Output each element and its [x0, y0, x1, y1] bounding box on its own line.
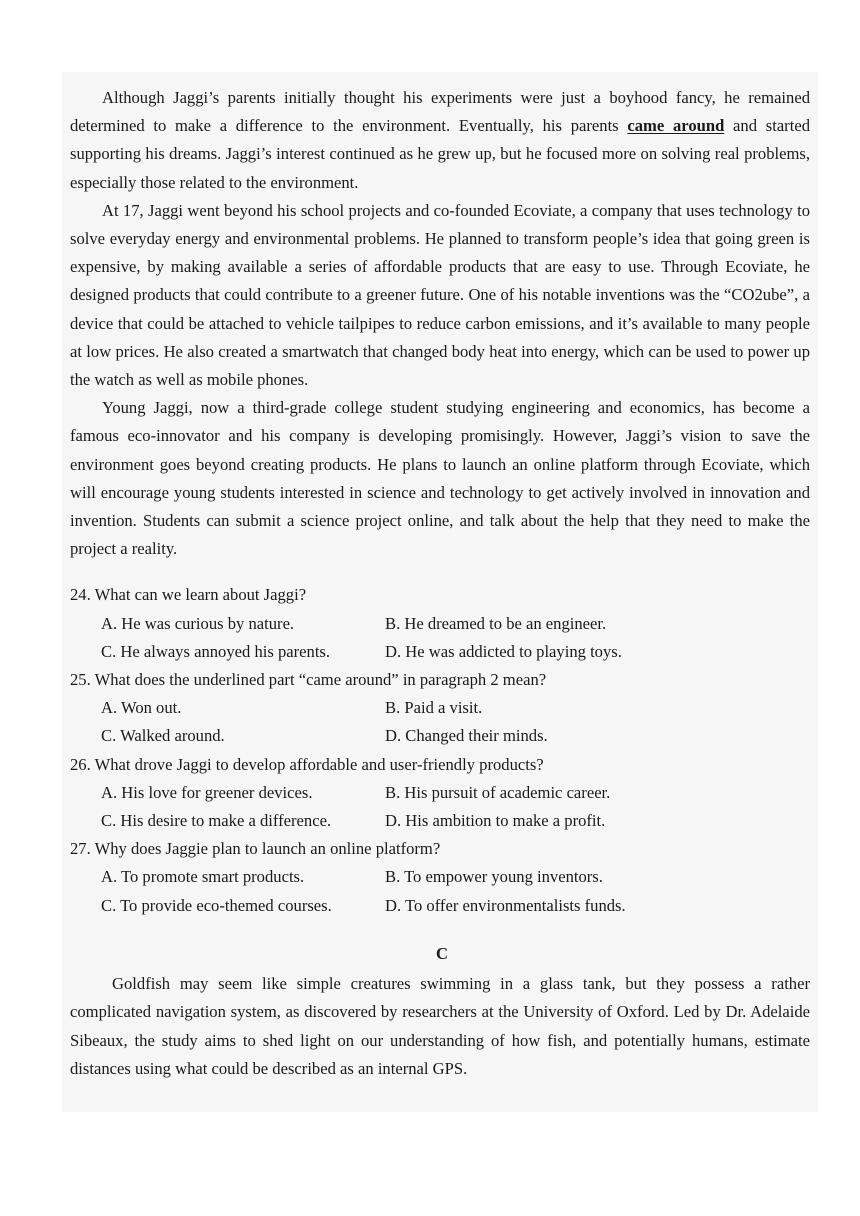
option-list [70, 863, 810, 919]
option-c: C. He always annoyed his parents. [101, 641, 331, 661]
option-b: B. To empower young inventors. [385, 867, 603, 887]
option-d: D. He was addicted to playing toys. [385, 641, 622, 661]
option-a: A. He was curious by nature. [101, 613, 295, 633]
document-body [70, 84, 810, 1083]
option-d: D. His ambition to make a profit. [385, 811, 606, 831]
option-d: D. Changed their minds. [385, 726, 548, 746]
paragraph-text: Although Jaggi’s parents initially thought his experiments were just a boyhood fancy, he remained determined to make a difference to the environment. Eventually, his parents [70, 88, 810, 136]
question-27 [70, 835, 810, 920]
option-list [70, 779, 810, 835]
paragraph-text: and started supporting his dreams. Jaggi’s interest continued as he grew up, but he focused more on solving real problems, especially those related to the environment. [70, 116, 810, 192]
underlined-phrase: came around [627, 116, 725, 136]
passage-c-paragraph-1: Goldfish may seem like simple creatures swimming in a glass tank, but they possess a rather complicated navigation system, as discovered by researchers at the University of Oxford. Led by Dr. Adelaide Sibeaux, the study aims to shed light on our understanding of how fish, and potentially humans, estimate distances using what could be described as an internal GPS. [70, 974, 810, 1078]
option-list [70, 610, 810, 666]
option-b: B. He dreamed to be an engineer. [385, 613, 607, 633]
option-c: C. Walked around. [101, 726, 225, 746]
option-a: A. To promote smart products. [101, 867, 305, 887]
option-a: A. His love for greener devices. [101, 782, 313, 802]
question-stem: 25. What does the underlined part “came around” in paragraph 2 mean? [70, 670, 547, 690]
question-26 [70, 751, 810, 836]
option-b: B. Paid a visit. [385, 698, 483, 718]
option-c: C. His desire to make a difference. [101, 811, 332, 831]
option-c: C. To provide eco-themed courses. [101, 895, 332, 915]
option-a: A. Won out. [101, 698, 182, 718]
passage-b-paragraph-1 [70, 84, 810, 197]
passage-b-paragraph-2: At 17, Jaggi went beyond his school projects and co-founded Ecoviate, a company that uses technology to solve everyday energy and environmental problems. He planned to transform people’s idea that going green is expensive, by making available a series of affordable products that are easy to use. Through Ecoviate, he designed products that could contribute to a greener future. One of his notable inventions was the “CO2ube”, a device that could be attached to vehicle tailpipes to reduce carbon emissions, and it’s available to many people at low prices. He also created a smartwatch that changed body heat into energy, which can be used to power up the watch as well as mobile phones. [70, 200, 810, 390]
question-stem: 24. What can we learn about Jaggi? [70, 585, 307, 605]
option-d: D. To offer environmentalists funds. [385, 895, 626, 915]
section-label-c: C [436, 943, 448, 963]
question-stem: 27. Why does Jaggie plan to launch an online platform? [70, 839, 441, 859]
option-b: B. His pursuit of academic career. [385, 782, 611, 802]
question-stem: 26. What drove Jaggi to develop affordable and user-friendly products? [70, 754, 544, 774]
passage-b-paragraph-3: Young Jaggi, now a third-grade college student studying engineering and economics, has become a famous eco-innovator and his company is developing promisingly. However, Jaggi’s vision to save the environment goes beyond creating products. He plans to launch an online platform through Ecoviate, which will encourage young students interested in science and technology to get actively involved in innovation and invention. Students can submit a science project online, and talk about the help that they need to make the project a reality. [70, 398, 810, 559]
option-list [70, 694, 810, 750]
question-24 [70, 581, 810, 666]
question-25 [70, 666, 810, 751]
